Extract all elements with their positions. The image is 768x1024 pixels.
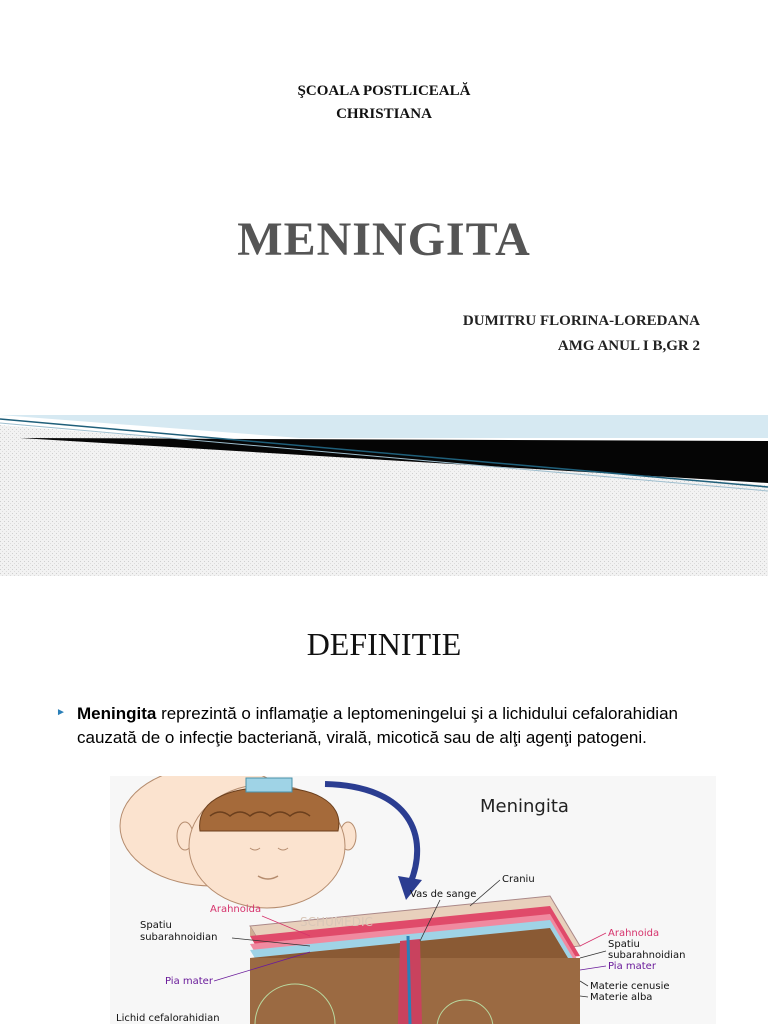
definition-text: reprezintă o inflamaţie a leptomeningelui şi a lichidului cefalorahidian cauzată de o infecţie bacteriană, virală, micotică sau de alţi agenţi patogeni.	[77, 704, 678, 747]
meninges-cross-section	[250, 896, 580, 1024]
label-spatiu-left-2: subarahnoidian	[140, 932, 218, 943]
label-spatiu-right-1: Spatiu	[608, 939, 640, 950]
diagram-title: Meningita	[480, 796, 569, 817]
school-name-line2: CHRISTIANA	[336, 106, 432, 122]
label-pia-right: Pia mater	[608, 961, 656, 972]
section-heading: DEFINITIE	[306, 626, 462, 662]
label-spatiu-left-1: Spatiu	[140, 920, 172, 931]
label-vas-de-sange: Vas de sange	[410, 889, 477, 900]
decorative-banner	[0, 405, 768, 576]
label-arahnoida-right: Arahnoida	[608, 928, 660, 939]
meningitis-diagram	[110, 776, 716, 1024]
label-craniu: Craniu	[502, 874, 535, 885]
definition-slide	[0, 576, 768, 1024]
label-materie-cenusie: Materie cenusie	[590, 981, 670, 992]
label-pia-left: Pia mater	[165, 976, 213, 987]
label-spatiu-right-2: subarahnoidian	[608, 950, 686, 961]
author-name: DUMITRU FLORINA-LOREDANA	[462, 313, 700, 329]
watermark-text: SCHUMEDIC	[300, 915, 373, 929]
definition-paragraph	[77, 702, 717, 750]
author-class: AMG ANUL I B,GR 2	[557, 338, 700, 354]
presentation-title: MENINGITA	[237, 213, 531, 266]
definition-term: Meningita	[77, 704, 157, 723]
label-arahnoida-left: Arahnoida	[210, 904, 262, 915]
label-lichid: Lichid cefalorahidian	[116, 1013, 220, 1024]
school-name-line1: ŞCOALA POSTLICEALĂ	[297, 83, 471, 99]
bullet-arrow-icon: ►	[56, 707, 66, 718]
label-materie-alba: Materie alba	[590, 992, 653, 1003]
